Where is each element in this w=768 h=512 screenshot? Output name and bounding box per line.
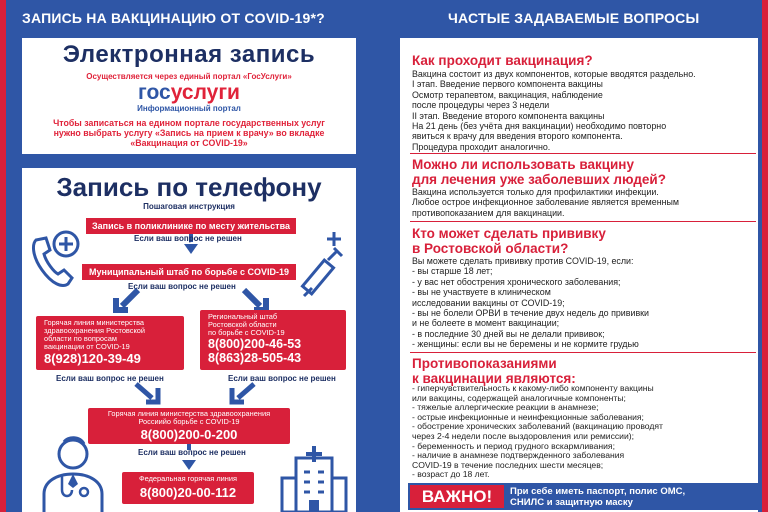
answer-line: - тяжелые аллергические реакции в анамнезе; (412, 402, 599, 413)
box-line: по борьбе с COVID-19 (208, 328, 285, 337)
answer-line: - женщины: если вы не беремены и не кормите грудью (412, 339, 639, 350)
phone-subtitle: Пошаговая инструкция (143, 202, 235, 211)
answer-line: исследовании вакцины от COVID-19; (412, 297, 565, 308)
arrow-down-right-icon (134, 382, 162, 406)
electronic-panel (22, 38, 356, 154)
not-solved-note: Если ваш вопрос не решен (134, 234, 242, 243)
instruction-line: нужно выбрать услугу «Запись на прием к врачу» во вкладке (53, 128, 325, 138)
answer-line: - возраст до 18 лет. (412, 469, 490, 480)
not-solved-note: Если ваш вопрос не решен (128, 282, 236, 291)
ministry-hotline-box (36, 316, 184, 370)
box-line: области по вопросам (44, 334, 117, 343)
arrow-down-icon (182, 460, 196, 470)
faq-q1-answer (412, 69, 756, 152)
logo-gos-text: гос (138, 81, 171, 104)
title-line: в Ростовской области? (412, 241, 569, 256)
faq-q3-title (412, 226, 606, 256)
federal-ministry-phone: 8(800)200-0-200 (140, 427, 238, 442)
important-line: СНИЛС и защитную маску (510, 497, 633, 508)
answer-line: Вы можете сделать прививку против COVID-19, если: (412, 256, 634, 266)
ministry-phone: 8(928)120-39-49 (44, 351, 141, 366)
electronic-subtitle: Осуществляется через единый портал «ГосУслуги» (86, 72, 292, 81)
right-edge-stripe (762, 0, 768, 512)
answer-line: - вы не участвуете в клиническом (412, 287, 551, 298)
gosuslugi-logo (22, 81, 356, 105)
answer-line: через 2-4 недели после выздоровления или ремиссии); (412, 430, 635, 441)
phone-title: Запись по телефону (56, 172, 322, 202)
answer-line: COVID-19 в течение последних шести месяцев; (412, 459, 604, 470)
phone-plus-icon (28, 226, 86, 288)
left-edge-stripe (0, 0, 6, 512)
answer-line: Осмотр терапевтом, вакцинация, наблюдение (412, 89, 603, 100)
box-line: Ростовской области (208, 320, 277, 329)
regional-phone-1: 8(800)200-46-53 (208, 337, 302, 351)
faq-q4-answer (412, 384, 756, 480)
federal-hotline-box (122, 472, 254, 504)
title-line: Противопоказаниями (412, 356, 557, 371)
answer-line: явиться к врачу для введения второго компонента. (412, 131, 623, 142)
answer-line: - беременность и период грудного вскармливания; (412, 440, 615, 451)
left-header: ЗАПИСЬ НА ВАКЦИНАЦИЮ ОТ COVID-19*? (22, 10, 325, 26)
title-line: для лечения уже заболевших людей? (412, 172, 666, 187)
arrow-down-left-icon (228, 382, 256, 406)
arrow-down-left-icon (112, 288, 142, 314)
title-line: Кто может сделать прививку (412, 226, 606, 241)
answer-line: или вакцины, содержащей аналогичные компоненты; (412, 392, 626, 403)
federal-ministry-text (88, 410, 290, 426)
answer-line: Процедура проходит аналогично. (412, 141, 551, 152)
box-line: здравоохранения Ростовской (44, 326, 146, 335)
important-text (510, 486, 685, 508)
step1-bar: Запись в поликлинике по месту жительства (86, 218, 296, 234)
divider (410, 153, 756, 154)
faq-q1-title: Как проходит вакцинация? (412, 53, 593, 68)
title-line: Можно ли использовать вакцину (412, 157, 634, 172)
arrow-down-icon (184, 244, 198, 254)
electronic-instructions (22, 118, 356, 148)
instruction-line: «Вакцинация от COVID-19» (130, 138, 248, 148)
not-solved-note: Если ваш вопрос не решен (138, 448, 246, 457)
hospital-icon (280, 444, 348, 512)
title-line: к вакцинации являются: (412, 371, 576, 386)
federal-ministry-box (88, 408, 290, 444)
box-line: Горячая линия министерства здравоохранения (107, 409, 271, 418)
divider (410, 221, 756, 222)
box-line: Россиийо борьбе с COVID-19 (138, 417, 240, 426)
answer-line: и не болеете в момент вакцинации; (412, 318, 560, 329)
box-line: вакцинации от COVID-19 (44, 342, 130, 351)
not-solved-note: Если ваш вопрос не решен (56, 374, 164, 383)
logo-caption: Информационный портал (137, 104, 241, 113)
answer-line: Вакцина состоит из двух компонентов, которые вводятся раздельно. (412, 69, 696, 79)
federal-hotline-label: Федеральная горячая линия (139, 474, 237, 483)
answer-line: - вы старше 18 лет; (412, 266, 493, 277)
right-header: ЧАСТЫЕ ЗАДАВАЕМЫЕ ВОПРОСЫ (448, 10, 700, 26)
answer-line: - у вас нет обострения хронического заболевания; (412, 276, 621, 287)
answer-line: - острые инфекционные и неинфекционные заболевания; (412, 411, 644, 422)
answer-line: - вы не болели ОРВИ в течение двух недель до прививки (412, 308, 649, 319)
regional-phone-2: 8(863)28-505-43 (208, 351, 302, 365)
regional-hq-box (200, 310, 346, 370)
answer-line: - наличие в анамнезе подтвержденного заболевания (412, 450, 625, 461)
faq-q2-answer (412, 187, 756, 218)
answer-line: - гиперчувствительность к какому-либо компоненту вакцины (412, 383, 654, 393)
divider (410, 352, 756, 353)
instruction-line: Чтобы записаться на едином портале государственных услуг (53, 118, 325, 128)
answer-line: противопоказанием для вакцинации. (412, 207, 565, 218)
important-bar (408, 483, 758, 510)
answer-line: Вакцина используется только для профилактики инфекции. (412, 187, 659, 197)
faq-q4-title (412, 356, 576, 386)
electronic-title: Электронная запись (62, 41, 316, 68)
doctor-icon (38, 432, 108, 512)
logo-uslugi-text: услуги (170, 81, 240, 104)
regional-hq-text (208, 313, 285, 337)
answer-line: - в последние 30 дней вы не делали прививок; (412, 328, 605, 339)
answer-line: - обострение хронических заболеваний (вакцинацию проводят (412, 421, 663, 432)
important-label: ВАЖНО! (410, 485, 504, 508)
regional-phones (208, 337, 301, 365)
syringe-icon (298, 226, 354, 306)
answer-line: На 21 день (без учёта дня вакцинации) необходимо повторно (412, 121, 667, 132)
answer-line: II этап. Введение второго компонента вакцины (412, 110, 605, 121)
answer-line: после процедуры через 3 недели (412, 100, 550, 111)
answer-line: I этап. Введение первого компонента вакцины (412, 79, 603, 90)
not-solved-note: Если ваш вопрос не решен (228, 374, 336, 383)
important-line: При себе иметь паспорт, полис ОМС, (510, 486, 686, 497)
answer-line: Любое острое инфекционное заболевание является временным (412, 197, 679, 208)
faq-q2-title (412, 157, 666, 187)
box-line: Горячая линия министерства (44, 318, 145, 327)
federal-hotline-phone: 8(800)20-00-112 (139, 485, 237, 500)
ministry-hotline-text (44, 319, 145, 351)
box-line: Региональный штаб (208, 312, 278, 321)
step2-bar: Муниципальный штаб по борьбе с COVID-19 (82, 264, 296, 280)
phone-panel (22, 168, 356, 512)
faq-q3-answer (412, 256, 756, 350)
